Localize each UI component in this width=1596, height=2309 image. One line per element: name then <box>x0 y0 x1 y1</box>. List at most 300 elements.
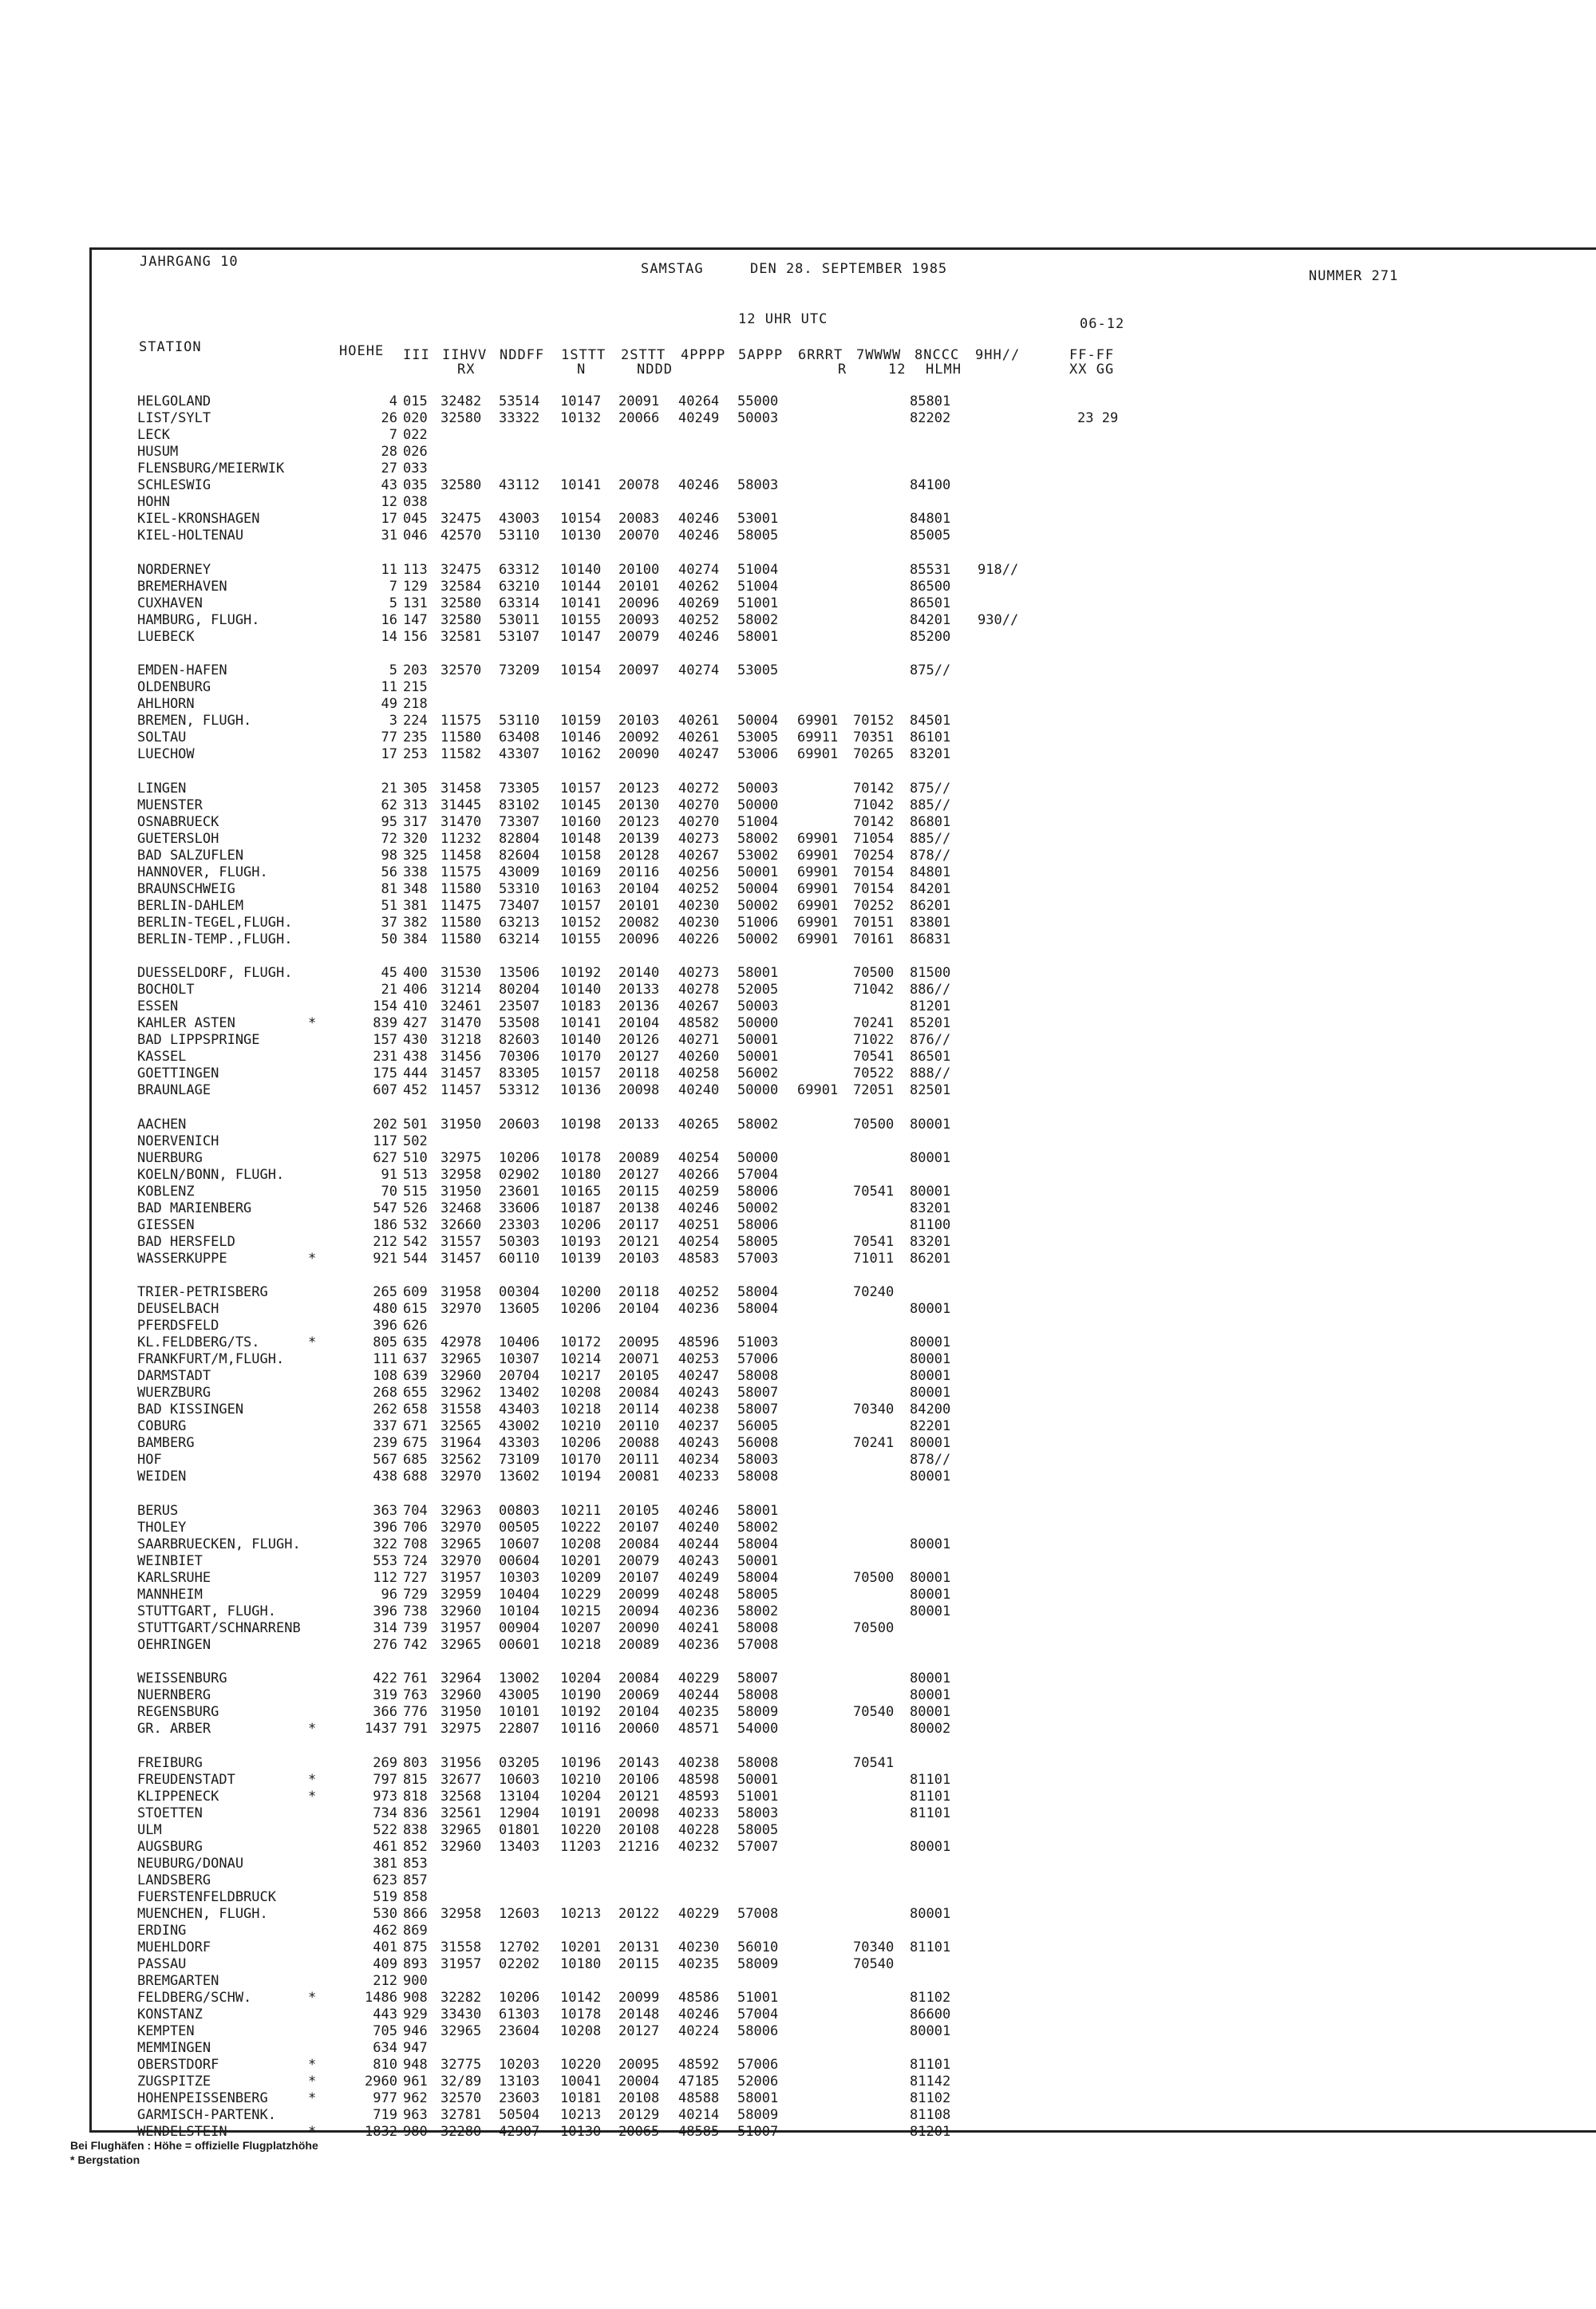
station-height: 734 <box>373 1805 397 1821</box>
cell-appp5: 50004 <box>737 880 779 897</box>
cell-sttt1: 10178 <box>560 2006 602 2022</box>
cell-sttt2: 20071 <box>618 1351 660 1367</box>
cell-appp5: 50001 <box>737 1049 779 1065</box>
cell-iihvv: 31950 <box>440 1183 482 1200</box>
cell-nddff: 73305 <box>499 780 540 797</box>
cell-iihvv: 32970 <box>440 1519 482 1536</box>
station-index: 675 <box>403 1435 428 1451</box>
cell-sttt1: 10208 <box>560 2022 602 2039</box>
cell-nccc8: 878// <box>910 1452 951 1468</box>
cell-pppp4: 40252 <box>678 1284 720 1300</box>
cell-nccc8: 80001 <box>910 1586 951 1603</box>
cell-sttt1: 10146 <box>560 729 602 745</box>
cell-nddff: 73307 <box>499 813 540 830</box>
cell-appp5: 51003 <box>737 1334 779 1350</box>
station-index: 147 <box>403 611 428 628</box>
cell-sttt1: 10169 <box>560 864 602 880</box>
cell-nddff: 43005 <box>499 1687 540 1703</box>
station-index: 131 <box>403 595 428 611</box>
station-index: 515 <box>403 1183 428 1200</box>
cell-pppp4: 40260 <box>678 1049 720 1065</box>
col-iihvv-sub: RX <box>457 362 476 378</box>
station-height: 43 <box>381 477 397 493</box>
cell-appp5: 52006 <box>737 2073 779 2090</box>
cell-iihvv: 32570 <box>440 662 482 678</box>
station-index: 742 <box>403 1636 428 1653</box>
col-7wwww: 7WWWW <box>856 347 902 363</box>
cell-nccc8: 85005 <box>910 528 951 544</box>
cell-appp5: 58002 <box>737 830 779 847</box>
col-8nccc: 8NCCC <box>915 347 960 363</box>
cell-sttt1: 10181 <box>560 2090 602 2106</box>
cell-sttt1: 10206 <box>560 1435 602 1451</box>
cell-appp5: 50001 <box>737 864 779 880</box>
cell-nccc8: 885// <box>910 830 951 847</box>
cell-iihvv: 11580 <box>440 729 482 745</box>
cell-iihvv: 32965 <box>440 1636 482 1653</box>
station-name: HOF <box>137 1452 162 1468</box>
cell-sttt1: 10140 <box>560 982 602 998</box>
col-8nccc-sub: HLMH <box>926 362 962 378</box>
cell-pppp4: 40262 <box>678 578 720 595</box>
cell-sttt1: 10206 <box>560 1301 602 1317</box>
station-height: 409 <box>373 1955 397 1972</box>
station-name: GIESSEN <box>137 1216 195 1233</box>
cell-nccc8: 80001 <box>910 1670 951 1686</box>
cell-pppp4: 40230 <box>678 1939 720 1955</box>
cell-nddff: 53110 <box>499 528 540 544</box>
cell-sttt2: 20121 <box>618 1788 660 1805</box>
cell-pppp4: 40253 <box>678 1351 720 1367</box>
cell-sttt2: 20070 <box>618 528 660 544</box>
cell-pppp4: 40246 <box>678 528 720 544</box>
cell-sttt2: 20078 <box>618 477 660 493</box>
station-index: 452 <box>403 1082 428 1098</box>
station-name: LANDSBERG <box>137 1872 211 1888</box>
cell-pppp4: 40254 <box>678 1233 720 1250</box>
cell-wwww7: 70161 <box>853 931 895 947</box>
cell-iihvv: 31558 <box>440 1402 482 1417</box>
station-index: 791 <box>403 1721 428 1737</box>
cell-sttt2: 20100 <box>618 561 660 578</box>
cell-pppp4: 40238 <box>678 1754 720 1771</box>
cell-sttt1: 10041 <box>560 2073 602 2090</box>
cell-iihvv: 32482 <box>440 393 482 409</box>
issue-number: NUMMER 271 <box>1309 268 1399 284</box>
cell-iihvv: 31950 <box>440 1116 482 1133</box>
cell-appp5: 51001 <box>737 1788 779 1805</box>
cell-nddff: 03205 <box>499 1754 540 1771</box>
cell-sttt2: 20091 <box>618 393 660 409</box>
cell-sttt2: 20101 <box>618 897 660 914</box>
station-name: BAD MARIENBERG <box>137 1200 252 1216</box>
station-height: 1437 <box>365 1721 397 1737</box>
station-height: 27 <box>381 461 397 476</box>
cell-sttt2: 20098 <box>618 1805 660 1821</box>
cell-nccc8: 86201 <box>910 1250 951 1267</box>
station-height: 522 <box>373 1821 397 1838</box>
station-name: MANNHEIM <box>137 1586 203 1603</box>
cell-iihvv: 32970 <box>440 1552 482 1569</box>
cell-nccc8: 84201 <box>910 611 951 628</box>
cell-hh9: 918// <box>978 561 1019 578</box>
cell-sttt1: 10116 <box>560 1721 602 1737</box>
station-index: 532 <box>403 1216 428 1233</box>
cell-nddff: 00304 <box>499 1284 540 1300</box>
station-index: 729 <box>403 1586 428 1603</box>
cell-pppp4: 40269 <box>678 595 720 611</box>
mountain-station-marker: * <box>308 1015 317 1031</box>
station-height: 11 <box>381 561 397 578</box>
cell-sttt1: 10145 <box>560 797 602 813</box>
cell-appp5: 53006 <box>737 746 779 762</box>
cell-iihvv: 32960 <box>440 1687 482 1703</box>
cell-nccc8: 86101 <box>910 729 951 745</box>
station-name: LUEBECK <box>137 628 195 645</box>
cell-sttt2: 20104 <box>618 1704 660 1720</box>
cell-appp5: 58005 <box>737 1821 779 1838</box>
station-height: 627 <box>373 1149 397 1166</box>
station-index: 815 <box>403 1771 428 1788</box>
cell-sttt1: 10180 <box>560 1955 602 1972</box>
cell-pppp4: 40229 <box>678 1670 720 1686</box>
cell-appp5: 50002 <box>737 1200 779 1216</box>
station-name: BERLIN-DAHLEM <box>137 897 244 914</box>
cell-sttt1: 10155 <box>560 931 602 947</box>
cell-pppp4: 40237 <box>678 1418 720 1434</box>
cell-sttt1: 10213 <box>560 2106 602 2123</box>
station-index: 818 <box>403 1788 428 1805</box>
station-index: 235 <box>403 729 428 745</box>
cell-wwww7: 70540 <box>853 1955 895 1972</box>
cell-nccc8: 82202 <box>910 410 951 426</box>
mountain-station-marker: * <box>308 2090 317 2106</box>
cell-nccc8: 81102 <box>910 2090 951 2106</box>
cell-appp5: 58004 <box>737 1569 779 1586</box>
station-height: 62 <box>381 797 397 813</box>
cell-sttt2: 20104 <box>618 1301 660 1317</box>
cell-sttt2: 20095 <box>618 1334 660 1350</box>
cell-appp5: 58009 <box>737 1955 779 1972</box>
cell-pppp4: 40232 <box>678 1838 720 1855</box>
station-name: HOHENPEISSENBERG <box>137 2090 268 2106</box>
cell-sttt2: 20084 <box>618 1536 660 1552</box>
station-name: PFERDSFELD <box>137 1318 219 1334</box>
station-height: 443 <box>373 2006 397 2022</box>
cell-pppp4: 40233 <box>678 1469 720 1485</box>
cell-sttt2: 20136 <box>618 998 660 1014</box>
station-name: BAMBERG <box>137 1435 195 1451</box>
cell-wwww7: 70152 <box>853 713 895 729</box>
cell-nddff: 12603 <box>499 1905 540 1922</box>
station-name: KEMPTEN <box>137 2022 195 2039</box>
cell-pppp4: 40240 <box>678 1082 720 1098</box>
cell-nddff: 82603 <box>499 1032 540 1048</box>
cell-iihvv: 32461 <box>440 998 482 1014</box>
cell-nddff: 53310 <box>499 880 540 897</box>
cell-sttt1: 10141 <box>560 595 602 611</box>
station-index: 015 <box>403 393 428 409</box>
cell-appp5: 57004 <box>737 1166 779 1183</box>
cell-sttt2: 20096 <box>618 595 660 611</box>
cell-wwww7: 72051 <box>853 1082 895 1098</box>
cell-nccc8: 81101 <box>910 1771 951 1788</box>
cell-nddff: 10101 <box>499 1704 540 1720</box>
station-name: OLDENBURG <box>137 679 211 695</box>
cell-nddff: 22807 <box>499 1721 540 1737</box>
cell-pppp4: 40272 <box>678 780 720 797</box>
mountain-station-marker: * <box>308 1250 317 1267</box>
cell-pppp4: 40246 <box>678 511 720 527</box>
station-height: 14 <box>381 628 397 645</box>
cell-appp5: 51006 <box>737 914 779 931</box>
cell-sttt1: 11203 <box>560 1838 602 1855</box>
cell-pppp4: 40247 <box>678 746 720 762</box>
cell-appp5: 50003 <box>737 780 779 797</box>
cell-appp5: 53005 <box>737 729 779 745</box>
cell-sttt1: 10141 <box>560 477 602 493</box>
cell-nddff: 43112 <box>499 477 540 493</box>
cell-appp5: 58003 <box>737 477 779 493</box>
cell-nddff: 53312 <box>499 1082 540 1098</box>
cell-pppp4: 40224 <box>678 2022 720 2039</box>
cell-nccc8: 80001 <box>910 1469 951 1485</box>
station-index: 313 <box>403 797 428 813</box>
cell-nccc8: 80001 <box>910 1687 951 1703</box>
cell-iihvv: 31445 <box>440 797 482 813</box>
cell-sttt1: 10154 <box>560 511 602 527</box>
cell-iihvv: 32561 <box>440 1805 482 1821</box>
col-1sttt: 1STTT <box>561 347 606 363</box>
cell-appp5: 51004 <box>737 578 779 595</box>
station-name: BREMEN, FLUGH. <box>137 713 252 729</box>
cell-sttt1: 10148 <box>560 830 602 847</box>
cell-sttt1: 10157 <box>560 897 602 914</box>
station-index: 438 <box>403 1049 428 1065</box>
station-index: 727 <box>403 1569 428 1586</box>
cell-pppp4: 48585 <box>678 2123 720 2140</box>
station-index: 325 <box>403 847 428 864</box>
cell-nccc8: 82201 <box>910 1418 951 1434</box>
cell-nddff: 00803 <box>499 1502 540 1519</box>
cell-appp5: 57004 <box>737 2006 779 2022</box>
cell-pppp4: 40228 <box>678 1821 720 1838</box>
cell-pppp4: 40247 <box>678 1368 720 1384</box>
cell-appp5: 56008 <box>737 1435 779 1451</box>
cell-sttt1: 10155 <box>560 611 602 628</box>
station-height: 50 <box>381 931 397 947</box>
station-index: 305 <box>403 780 428 797</box>
station-index: 400 <box>403 965 428 981</box>
station-index: 635 <box>403 1334 428 1350</box>
cell-iihvv: 32580 <box>440 410 482 426</box>
station-index: 038 <box>403 494 428 510</box>
cell-sttt2: 20111 <box>618 1452 660 1468</box>
cell-pppp4: 48598 <box>678 1771 720 1788</box>
cell-nddff: 63314 <box>499 595 540 611</box>
cell-sttt1: 10170 <box>560 1452 602 1468</box>
station-height: 12 <box>381 494 397 510</box>
col-6rrrt: 6RRRT <box>798 347 843 363</box>
station-index: 253 <box>403 746 428 762</box>
cell-sttt2: 20127 <box>618 1166 660 1183</box>
cell-iihvv: 32660 <box>440 1216 482 1233</box>
station-height: 212 <box>373 1233 397 1250</box>
station-name: EMDEN-HAFEN <box>137 662 227 678</box>
station-name: FELDBERG/SCHW. <box>137 1989 252 2006</box>
cell-pppp4: 48588 <box>678 2090 720 2106</box>
cell-pppp4: 40273 <box>678 830 720 847</box>
cell-iihvv: 32580 <box>440 477 482 493</box>
cell-iihvv: 32965 <box>440 1351 482 1367</box>
cell-pppp4: 40246 <box>678 1200 720 1216</box>
station-index: 893 <box>403 1955 428 1972</box>
cell-nddff: 73109 <box>499 1452 540 1468</box>
station-name: LECK <box>137 427 170 443</box>
col-hoehe: HOEHE <box>339 343 385 359</box>
station-name: SAARBRUECKEN, FLUGH. <box>137 1536 301 1552</box>
cell-nddff: 10104 <box>499 1603 540 1619</box>
cell-sttt2: 21216 <box>618 1838 660 1855</box>
station-height: 45 <box>381 965 397 981</box>
station-height: 108 <box>373 1368 397 1384</box>
station-index: 444 <box>403 1066 428 1081</box>
cell-appp5: 53002 <box>737 847 779 864</box>
cell-pppp4: 40258 <box>678 1066 720 1081</box>
cell-nccc8: 80001 <box>910 1368 951 1384</box>
weekday-label: SAMSTAG <box>641 261 704 277</box>
cell-sttt2: 20082 <box>618 914 660 931</box>
cell-appp5: 53001 <box>737 511 779 527</box>
station-name: STUTTGART, FLUGH. <box>137 1603 276 1619</box>
cell-iihvv: 32568 <box>440 1788 482 1805</box>
cell-sttt1: 10204 <box>560 1788 602 1805</box>
cell-sttt2: 20127 <box>618 1049 660 1065</box>
station-name: BRAUNSCHWEIG <box>137 880 235 897</box>
station-name: WUERZBURG <box>137 1385 211 1401</box>
cell-pppp4: 48582 <box>678 1015 720 1031</box>
cell-appp5: 58005 <box>737 1233 779 1250</box>
cell-nddff: 63408 <box>499 729 540 745</box>
cell-nddff: 50303 <box>499 1233 540 1250</box>
cell-appp5: 52005 <box>737 982 779 998</box>
cell-pppp4: 40266 <box>678 1166 720 1183</box>
station-name: DEUSELBACH <box>137 1301 219 1317</box>
cell-appp5: 56010 <box>737 1939 779 1955</box>
station-height: 157 <box>373 1032 397 1048</box>
cell-sttt2: 20099 <box>618 1586 660 1603</box>
cell-iihvv: 32962 <box>440 1385 482 1401</box>
cell-nddff: 23603 <box>499 2090 540 2106</box>
cell-appp5: 58005 <box>737 528 779 544</box>
cell-wwww7: 70340 <box>853 1402 895 1417</box>
station-height: 98 <box>381 847 397 864</box>
cell-wwww7: 70154 <box>853 864 895 880</box>
station-index: 853 <box>403 1855 428 1872</box>
station-name: KAHLER ASTEN <box>137 1015 235 1031</box>
cell-iihvv: 32580 <box>440 611 482 628</box>
station-height: 72 <box>381 830 397 847</box>
cell-appp5: 51007 <box>737 2123 779 2140</box>
cell-nddff: 60110 <box>499 1250 540 1267</box>
cell-iihvv: 31557 <box>440 1233 482 1250</box>
cell-wwww7: 70541 <box>853 1754 895 1771</box>
station-name: KL.FELDBERG/TS. <box>137 1334 260 1350</box>
station-height: 17 <box>381 746 397 762</box>
cell-appp5: 58008 <box>737 1754 779 1771</box>
cell-wwww7: 71022 <box>853 1032 895 1048</box>
cell-pppp4: 40248 <box>678 1586 720 1603</box>
station-index: 908 <box>403 1989 428 2006</box>
cell-sttt1: 10130 <box>560 528 602 544</box>
cell-sttt2: 20084 <box>618 1670 660 1686</box>
station-name: AHLHORN <box>137 696 195 712</box>
cell-nccc8: 80001 <box>910 1838 951 1855</box>
cell-sttt1: 10180 <box>560 1166 602 1183</box>
cell-iihvv: 31558 <box>440 1939 482 1955</box>
station-name: NUERNBERG <box>137 1687 211 1703</box>
station-height: 839 <box>373 1015 397 1031</box>
cell-nddff: 13002 <box>499 1670 540 1686</box>
cell-sttt1: 10190 <box>560 1687 602 1703</box>
station-height: 461 <box>373 1838 397 1855</box>
cell-iihvv: 32562 <box>440 1452 482 1468</box>
cell-sttt1: 10183 <box>560 998 602 1014</box>
cell-iihvv: 32584 <box>440 578 482 595</box>
station-height: 21 <box>381 780 397 797</box>
cell-nddff: 53508 <box>499 1015 540 1031</box>
cell-pppp4: 40234 <box>678 1452 720 1468</box>
cell-iihvv: 32960 <box>440 1368 482 1384</box>
station-name: BAD SALZUFLEN <box>137 847 244 864</box>
cell-nddff: 00904 <box>499 1619 540 1636</box>
cell-iihvv: 31214 <box>440 982 482 998</box>
cell-iihvv: 32565 <box>440 1418 482 1434</box>
station-height: 51 <box>381 897 397 914</box>
station-height: 231 <box>373 1049 397 1065</box>
station-name: BOCHOLT <box>137 982 195 998</box>
cell-iihvv: 32965 <box>440 1536 482 1552</box>
station-name: NORDERNEY <box>137 561 211 578</box>
cell-nddff: 43403 <box>499 1402 540 1417</box>
cell-appp5: 50001 <box>737 1032 779 1048</box>
cell-rrrt6: 69901 <box>797 931 839 947</box>
cell-sttt1: 10141 <box>560 1015 602 1031</box>
mountain-station-marker: * <box>308 1788 317 1805</box>
col-4pppp: 4PPPP <box>681 347 726 363</box>
cell-appp5: 58002 <box>737 1116 779 1133</box>
cell-nddff: 43009 <box>499 864 540 880</box>
cell-sttt2: 20133 <box>618 1116 660 1133</box>
cell-sttt2: 20143 <box>618 1754 660 1771</box>
cell-appp5: 58006 <box>737 1216 779 1233</box>
cell-sttt1: 10201 <box>560 1939 602 1955</box>
cell-sttt2: 20069 <box>618 1687 660 1703</box>
station-name: KASSEL <box>137 1049 187 1065</box>
cell-sttt2: 20104 <box>618 1015 660 1031</box>
cell-sttt1: 10147 <box>560 393 602 409</box>
cell-iihvv: 11458 <box>440 847 482 864</box>
station-height: 401 <box>373 1939 397 1955</box>
cell-wwww7: 70142 <box>853 780 895 797</box>
cell-pppp4: 48583 <box>678 1250 720 1267</box>
station-index: 626 <box>403 1318 428 1334</box>
cell-pppp4: 40265 <box>678 1116 720 1133</box>
station-name: OBERSTDORF <box>137 2056 219 2073</box>
cell-sttt2: 20131 <box>618 1939 660 1955</box>
cell-sttt1: 10187 <box>560 1200 602 1216</box>
station-height: 973 <box>373 1788 397 1805</box>
